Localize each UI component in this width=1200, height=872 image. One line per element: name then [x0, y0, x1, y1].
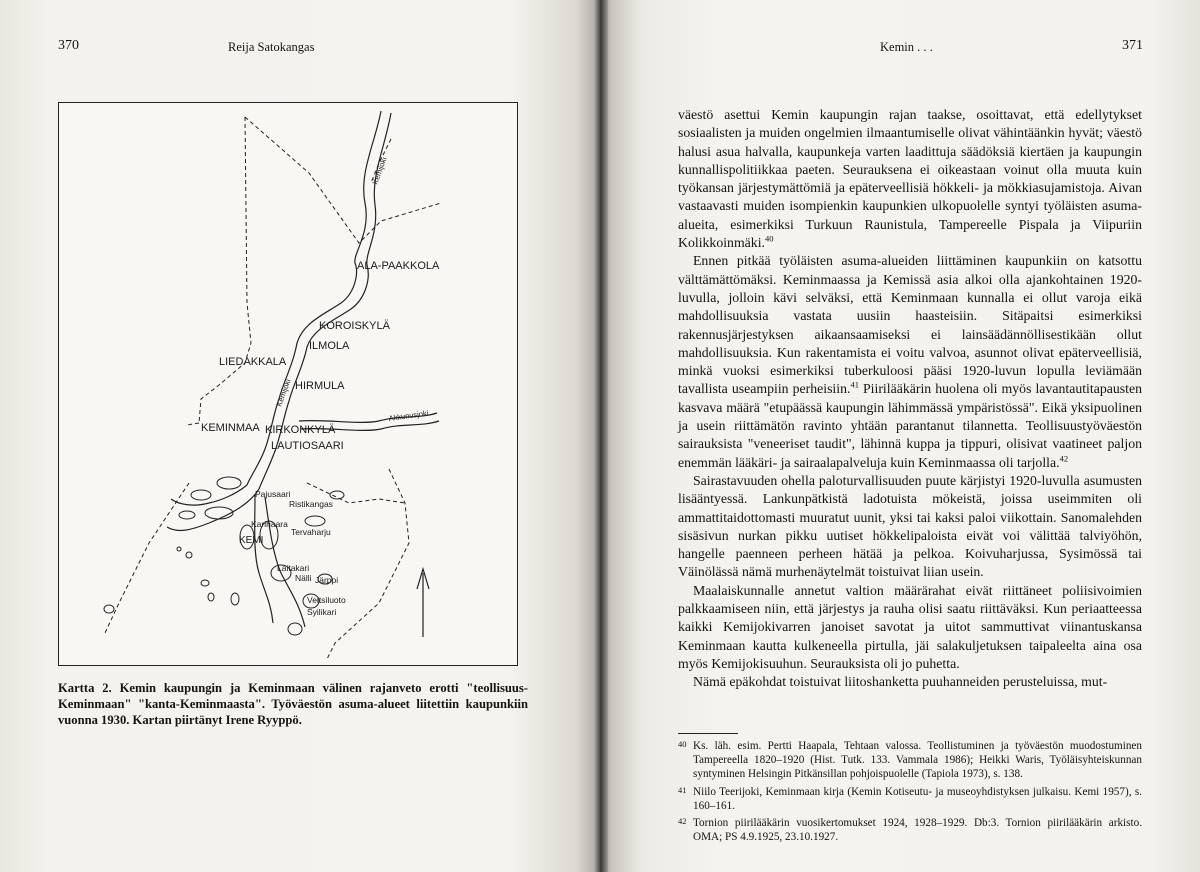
map-label: Tervaharju	[291, 527, 331, 537]
footnote	[678, 739, 1142, 782]
island	[205, 507, 233, 519]
footnote-text: Niilo Teerijoki, Keminmaan kirja (Kemin Kotiseutu- ja museoyhdistyksen julkaisu. Kemi 1957), s. 160–161.	[693, 785, 1142, 812]
river-label: Kemijoki	[274, 377, 293, 408]
footnote-ref: 40	[765, 233, 774, 244]
paragraph	[678, 472, 1142, 582]
island	[330, 491, 344, 499]
footnote-ref: 41	[850, 379, 859, 390]
paragraph	[678, 673, 1142, 691]
island	[104, 605, 114, 613]
book-gutter	[594, 0, 608, 872]
paragraph-text: väestö asettui Kemin kaupungin rajan taakse, osoittavat, että edellytykset sosiaalisten ja muiden ongelmien ilmaantumiselle olivat vähintäänkin hyvät; väestö halusi asua halvalla, kaupunkeja varten laadittuja säädöksiä kiertäen ja kaupungin kunnallispolitiikkaa paeten. Seurauksena ei oikeastaan voinut olla muuta kuin työkansan järjestymättömiä ja epäterveellisiä hökkeli- ja mökkiasujamistoja. Aivan vastaavasti muiden isompienkin kaupunkien ulkopuolelle syntyi työläisten asuma-alueita, esimerkiksi Turkuun Raunistula, Tampereelle Pispala ja Viipuriin Kolikkoinmäki.	[678, 107, 1142, 251]
running-head-right: Kemin . . .	[880, 40, 933, 54]
island	[305, 516, 325, 526]
footnote-number: 42	[678, 816, 687, 827]
boundary-line	[187, 423, 199, 425]
footnote-text: Ks. läh. esim. Pertti Haapala, Tehtaan valossa. Teollistuminen ja työväestön muodostuminen Tampereella 1820–1920 (Hist. Tutk. 133. Vammala 1986); Heikki Waris, Työläisyhteiskunnan syntyminen Helsingin Pitkänsillan pohjoispuolelle (Tapiola 1973), s. 138.	[693, 740, 1142, 781]
figure-caption: Kartta 2. Kemin kaupungin ja Keminmaan välinen rajanveto erotti "teollisuus-Keminmaan" "kanta-Keminmaasta". Työväestön asuma-alueet liitettiin kaupunkiin vuonna 1930. Kartan piirtänyt Irene Ryyppö.	[58, 681, 528, 727]
map-label: LIEDAKKALA	[219, 356, 287, 368]
map-drawing	[59, 103, 517, 665]
footnotes	[678, 739, 1142, 847]
map-label: Järppi	[315, 575, 339, 585]
map-label: Karihaara	[251, 519, 288, 529]
island	[201, 580, 209, 586]
island	[231, 593, 239, 605]
boundary-line	[105, 483, 189, 633]
footnote	[678, 785, 1142, 813]
map-label: LAUTIOSAARI	[271, 440, 344, 452]
paragraph	[678, 252, 1142, 472]
footnote-rule	[678, 733, 738, 734]
river-label: Akkunusjoki	[388, 408, 429, 423]
boundary-line	[327, 469, 409, 659]
paragraph-text: Piirilääkärin huolena oli myös lavantautitapausten kasvava määrä "etupäässä kaupungin lähimmässä ympäristössä". Eikä yksipuolinen ja usein riittämätön ravinto yhtään parantanut tilannetta. Teollisuustyöväestön sairauksista "veneeriset taudit", lähinnä kuppa ja tippuri, olisivat vaatineet paljon enemmän lääkäri- ja sairaalapalveluja kuin Keminmaassa oli tarjolla.	[678, 381, 1142, 470]
boundary-line	[199, 117, 251, 423]
island	[288, 623, 302, 635]
boundary-line	[245, 117, 441, 243]
island	[186, 552, 192, 558]
map-label: KOROISKYLÄ	[319, 320, 390, 332]
map-label: KEMI	[239, 535, 264, 546]
island	[191, 490, 211, 500]
map-figure	[58, 102, 518, 666]
map-label: Veitsiluoto	[307, 595, 346, 605]
island	[208, 593, 214, 601]
paragraph-text: Nämä epäkohdat toistuivat liitoshanketta puuhanneiden perusteluissa, mut-	[693, 674, 1108, 690]
map-label: KIRKONKYLÄ	[265, 424, 336, 436]
island	[179, 511, 195, 519]
map-label: Nälli	[295, 573, 312, 583]
running-head-left: Reija Satokangas	[228, 40, 315, 54]
map-label: Pajusaari	[255, 489, 291, 499]
footnote-number: 40	[678, 739, 687, 749]
island	[217, 477, 241, 489]
island	[177, 547, 181, 551]
map-label: ALA-PAAKKOLA	[357, 260, 440, 272]
map-label: Laitakari	[277, 563, 310, 573]
footnote-text: Tornion piirilääkärin vuosikertomukset 1924, 1928–1929. Db:3. Tornion piirilääkärin arkisto. OMA; PS 4.9.1925, 23.10.1927.	[693, 817, 1142, 844]
footnote-ref: 42	[1059, 453, 1069, 464]
body-text	[678, 106, 1142, 692]
delta	[255, 495, 273, 623]
north-arrow-icon	[417, 569, 429, 637]
paragraph-text: Sairastavuuden ohella paloturvallisuuden puute kärjistyi 1920-luvulla asumusten lisääntyessä. Lankunpätkistä ladotuista mökeistä, joissa useimmiten oli ammattitaidottomasti muuratut uunit, yksi tai kaksi paloi viikottain. Sanomalehden sisäsivun nurkan pikku uutiset hökkelipaloista eivät voi välittää talviyöhön, hangelle paenneen perheen hätää ja pelkoa. Koivuharjussa, Sysimössä tai Väinölässä nämä murhenäytelmät toistuivat liian usein.	[678, 472, 1142, 580]
map-label: Ristikangas	[289, 499, 333, 509]
paragraph-text: Maalaiskunnalle annetut valtion määrärahat eivät riittäneet poliisivoimien palkkaamiseen niin, että järjestys ja rauha olisi saatu riittäväksi. Kun periaatteessa kaikki Kemijokivarren janoiset savotat ja uitot sammuttivat viinantuskansa Keminmaan kautta kulkeneella pirtulla, jäi salakuljetuksen taipaleelta aina osa myös Kemijokisuuhun. Seurauksista oli jo puhetta.	[678, 582, 1142, 671]
footnote	[678, 816, 1142, 844]
page-number-left: 370	[58, 38, 79, 53]
paragraph	[678, 582, 1142, 673]
delta	[265, 497, 305, 627]
paragraph-text: Ennen pitkää työläisten asuma-alueiden liittäminen kaupunkiin on katsottu välttämättömäksi. Keminmaassa ja Kemissä asia alkoi olla ajankohtainen 1920-luvulla, jolloin kävi selväksi, että Keminmaan kunnalla ei ollut varoja eikä mahdollisuuksia vastata uusiin haasteisiin. Sitäpaitsi esimerkiksi rakennusjärjestyksen aikaansaamiseksi ei lainsäädännöllisestikään ollut mahdollisuuksia. Kun rakentamista ei voitu valvoa, asunnot olivat epäterveellisiä, minkä vuoksi esimerkiksi tuberkuloosi pääsi 1920-luvun lopulla leviämään tavallista useampiin perheisiin.	[678, 253, 1142, 397]
page-number-right: 371	[1122, 38, 1143, 53]
map-label: Syilikari	[307, 607, 337, 617]
map-label: ILMOLA	[309, 340, 350, 352]
river-label: Kemijoki	[370, 155, 389, 186]
map-label: KEMINMAA	[201, 422, 260, 434]
footnote-number: 41	[678, 784, 687, 795]
map-label: HIRMULA	[295, 380, 345, 392]
paragraph	[678, 106, 1142, 252]
